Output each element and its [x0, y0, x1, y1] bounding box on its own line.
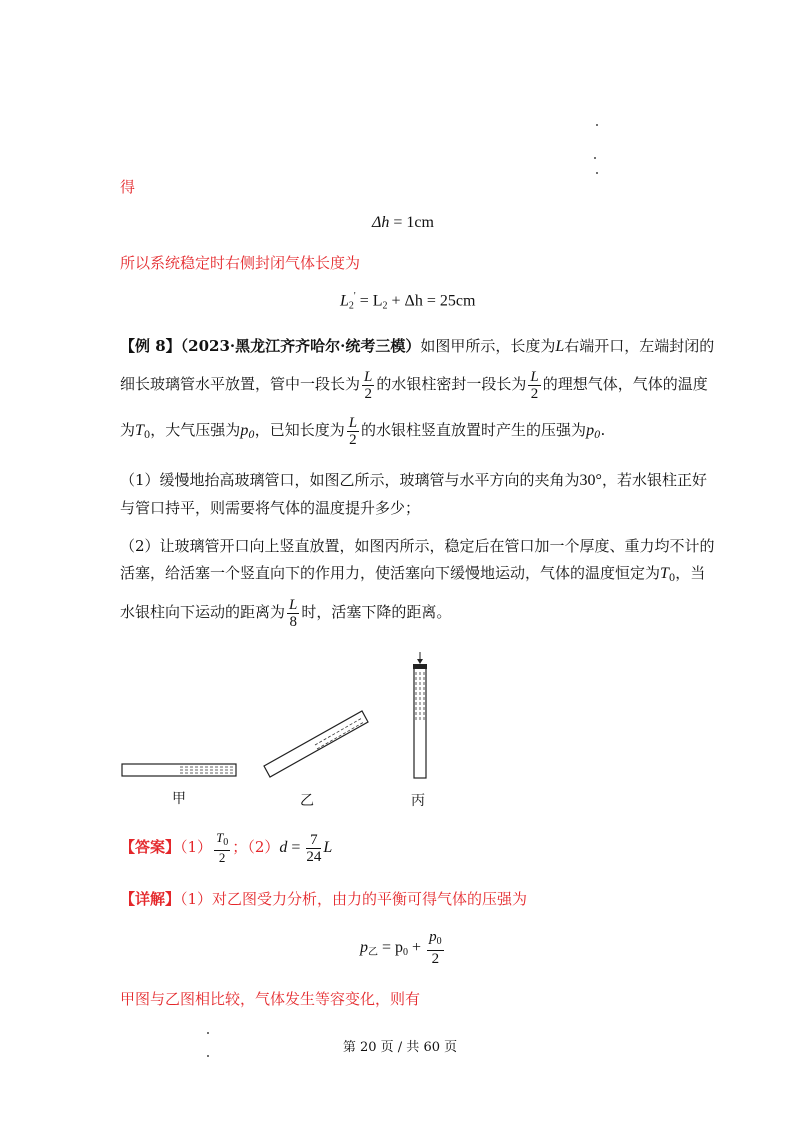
q1-angle: 30°	[579, 472, 602, 489]
example-line-3	[120, 410, 605, 450]
eq2-prime: '	[353, 291, 356, 302]
stray-dot	[594, 157, 596, 159]
frac-den: 8	[289, 613, 297, 630]
frac-num: L	[289, 596, 298, 613]
eq3-mid-sub: 0	[403, 947, 409, 958]
caption-jia: 甲	[172, 791, 186, 807]
example-p3c: ，已知长度为	[254, 421, 345, 439]
var-T-sub: 0	[668, 573, 676, 584]
var-p-sub: 0	[594, 430, 601, 441]
frac-num: 7	[306, 832, 321, 849]
q1-l1a: （1）缓慢地抬高玻璃管口，如图乙所示，玻璃管与水平方向的夹角为	[120, 471, 580, 489]
fraction-L-over-2	[528, 369, 540, 402]
tube-bing	[413, 652, 427, 778]
stray-dot	[207, 1032, 209, 1034]
frac-den: 2	[431, 951, 440, 968]
frac-num: L	[364, 368, 373, 385]
example-p3a: 为	[120, 421, 136, 439]
frac-num-p: p	[429, 929, 437, 946]
q2-l3a: 水银柱向下运动的距离为	[120, 603, 286, 621]
tube-jia	[122, 764, 236, 776]
question-2-line-1: （2）让玻璃管开口向上竖直放置，如图丙所示，稳定后在管口加一个厚度、重力均不计的	[120, 537, 715, 555]
example-tag: 【例 8】	[120, 337, 181, 355]
caption-yi: 乙	[300, 793, 314, 809]
page-footer: 第 20 页 / 共 60 页	[342, 1040, 458, 1055]
eq2-L: L	[340, 292, 349, 310]
detail-line	[120, 889, 527, 909]
q1-l1b: ，若水银柱正好	[601, 471, 707, 489]
example-p2a: 细长玻璃管水平放置，管中一段长为	[120, 375, 361, 393]
eq2-sub: 2	[348, 300, 354, 312]
stray-dot	[596, 124, 598, 126]
fraction-L-over-2	[347, 415, 359, 448]
frac-num-sub: 0	[436, 936, 442, 948]
tube-figure	[110, 650, 470, 810]
var-p: p	[240, 422, 249, 439]
answer-sep: ；	[232, 838, 248, 856]
question-2-line-2	[120, 563, 705, 589]
answer-p2: （2）	[247, 838, 280, 856]
line-last: 甲图与乙图相比较，气体发生等容变化，则有	[120, 990, 421, 1008]
eq2-rhs-sub: 2	[382, 300, 388, 312]
var-T: T	[660, 565, 669, 582]
answer-tag: 【答案】	[120, 838, 181, 856]
answer-p1: （1）	[180, 838, 213, 856]
example-p2b: 的水银柱密封一段长为	[376, 375, 527, 393]
equation-p-yi	[360, 928, 446, 968]
answer-line	[120, 827, 332, 867]
var-T: T	[135, 422, 144, 439]
frac-num: L	[530, 368, 539, 385]
eq2-rhs-tail: + Δh = 25cm	[387, 292, 476, 310]
example-p2c: 的理想气体，气体的温度	[542, 375, 708, 393]
question-2-line-3	[120, 592, 451, 632]
fraction-L-over-8	[287, 597, 299, 630]
equation-L2	[340, 291, 475, 311]
fraction-T0-over-2	[214, 831, 230, 865]
frac-den: 2	[530, 385, 539, 402]
frac-num-sub: 0	[223, 837, 229, 848]
eq3-p-sub: 乙	[368, 947, 378, 958]
example-line-1	[120, 336, 714, 357]
line-de: 得	[120, 178, 136, 196]
question-1-line-1	[120, 470, 707, 491]
eq3-plus: +	[408, 939, 426, 956]
example-p3e: .	[600, 421, 606, 439]
q2-l2a: 活塞，给活塞一个竖直向下的作用力，使活塞向下缓慢地运动，气体的温度恒定为	[120, 564, 661, 582]
frac-num-T: T	[216, 830, 224, 845]
equation-delta-h	[372, 214, 434, 232]
example-p3d: 的水银柱竖直放置时产生的压强为	[361, 421, 587, 439]
example-line-2	[120, 364, 708, 404]
q2-l2b: ，当	[675, 564, 706, 582]
question-1-line-2: 与管口持平，则需要将气体的温度提升多少；	[120, 499, 421, 517]
eq2-rhs: = L	[355, 292, 383, 310]
fraction-p0-over-2	[427, 929, 444, 967]
fraction-7-over-24	[306, 832, 321, 865]
var-T-sub: 0	[143, 430, 151, 441]
q2-l3b: 时，活塞下降的距离。	[301, 603, 452, 621]
stray-dot	[207, 1055, 209, 1057]
stray-dot	[596, 172, 598, 174]
frac-den: 24	[306, 848, 322, 865]
frac-den: 2	[364, 385, 372, 402]
detail-text: （1）对乙图受力分析，由力的平衡可得气体的压强为	[180, 890, 528, 908]
answer-eq: =	[287, 839, 305, 856]
fraction-L-over-2	[362, 369, 374, 402]
eq3-p: p	[360, 939, 368, 956]
example-p3b: ，大气压强为	[150, 421, 241, 439]
answer-d: d	[279, 839, 288, 856]
frac-num	[214, 831, 230, 851]
var-p: p	[586, 422, 595, 439]
example-source: （2023·黑龙江齐齐哈尔·统考三模）	[180, 337, 421, 355]
frac-den: 2	[218, 850, 226, 865]
example-p1b: 右端开口，左端封闭的	[564, 337, 715, 355]
example-p1a: 如图甲所示，长度为	[420, 337, 556, 355]
tube-yi	[264, 711, 368, 777]
var-p-sub: 0	[248, 430, 255, 441]
frac-num	[427, 929, 444, 951]
frac-den: 2	[349, 431, 357, 448]
eq1-lhs: Δh	[372, 214, 390, 231]
eq1-rhs: = 1cm	[389, 214, 434, 231]
answer-L: L	[323, 839, 333, 856]
frac-num: L	[348, 414, 358, 431]
example-var-L: L	[555, 338, 565, 355]
caption-bing: 丙	[411, 793, 425, 809]
eq3-mid: = p	[378, 939, 404, 956]
line-suoyi: 所以系统稳定时右侧封闭气体长度为	[120, 254, 361, 272]
detail-tag: 【详解】	[120, 890, 181, 908]
